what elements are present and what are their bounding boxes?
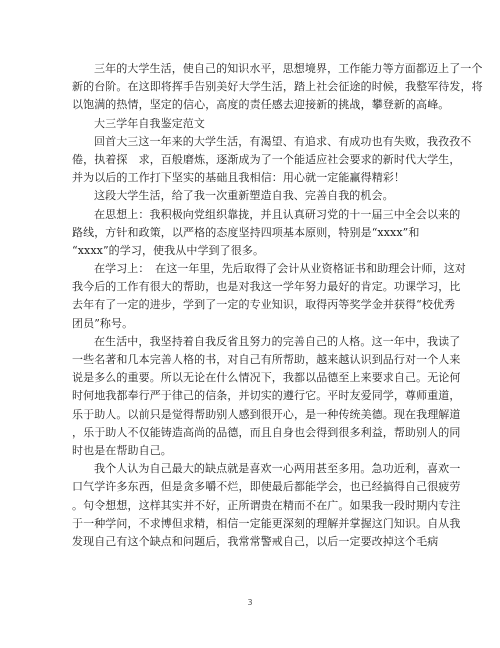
text-line: 。句令想想，这样其实并不好，正所谓贵在精而不在广。如果我一段时期内专注 <box>72 498 461 512</box>
text-line: 我今后的工作有很大的帮助，也是对我这一学年努力最好的肯定。功课学习，比 <box>72 280 461 294</box>
text-line: ，乐于助人不仅能铸造高尚的品德，而且自身也会得到很多利益，帮助别人的同 <box>72 425 461 439</box>
text-line: 在思想上：我积极向党组织靠拢，并且认真研习党的十一届三中全会以来的 <box>94 207 461 221</box>
section-heading: 大三学年自我鉴定范文 <box>94 116 205 130</box>
text-line: 乐于助人。以前只是觉得帮助别人感到很开心，是一种传统美德。现在我理解道 <box>72 407 461 421</box>
text-line: 倦，执着探 求，百般磨炼，逐渐成为了一个能适应社会要求的新时代大学生， <box>72 152 461 166</box>
text-line: 发现自己有这个缺点和问题后，我常常警戒自己，以后一定要改掉这个毛病 <box>72 534 439 548</box>
text-line: 路线，方针和政策，以严格的态度坚持四项基本原则，特别是“xxxx”和 <box>72 225 420 239</box>
text-line: 时何地我都奉行严于律己的信条，并切实的遵行它。平时友爱同学，尊师重道， <box>72 389 461 403</box>
text-line: 三年的大学生活，使自己的知识水平，思想境界，工作能力等方面都迈上了一个 <box>94 62 483 75</box>
text-line: 去年有了一定的进步，学到了一定的专业知识，取得丙等奖学金并获得“校优秀 <box>72 298 456 312</box>
text-line: 说是多么的重要。所以无论在什么情况下，我都以品德至上来要求自己。无论何 <box>72 371 461 385</box>
text-line: 于一种学问，不求博但求精，相信一定能更深刻的理解并掌握这门知识。自从我 <box>72 516 461 530</box>
text-line: 以饱满的热情，坚定的信心，高度的责任感去迎接新的挑战，攀登新的高峰。 <box>72 98 450 112</box>
text-line: “xxxx”的学习，使我从中学到了很多。 <box>72 243 265 257</box>
text-line: 回首大三这一年来的大学生活，有渴望、有追求、有成功也有失败，我孜孜不 <box>94 134 472 148</box>
text-line: 我个人认为自己最大的缺点就是喜欢一心两用甚至多用。急功近利，喜欢一 <box>94 462 461 476</box>
text-line: 新的台阶。在这即将挥手告别美好大学生活，踏上社会征途的时候，我整军待发，将 <box>72 80 483 94</box>
text-line: 一些名著和几本完善人格的书，对自己有所帮助，越来越认识到品行对一个人来 <box>72 353 461 366</box>
text-line: 在生活中，我坚持着自我反省且努力的完善自己的人格。这一年中，我读了 <box>94 334 461 348</box>
document-body <box>72 60 483 551</box>
text-line: 口气学许多东西，但是贪多嚼不烂，即使最后都能学会，也已经搞得自己很疲劳 <box>72 480 461 494</box>
text-line: 这段大学生活，给了我一次重新塑造自我、完善自我的机会。 <box>94 189 394 203</box>
page-number: 3 <box>247 598 253 607</box>
text-line: 并为以后的工作打下坚实的基础且我相信：用心就一定能赢得精彩！ <box>72 171 405 185</box>
text-line: 团员”称号。 <box>72 316 134 330</box>
text-line: 在学习上： 在这一年里，先后取得了会计从业资格证书和助理会计师，这对 <box>94 262 466 276</box>
text-line: 时也是在帮助自己。 <box>72 443 172 457</box>
